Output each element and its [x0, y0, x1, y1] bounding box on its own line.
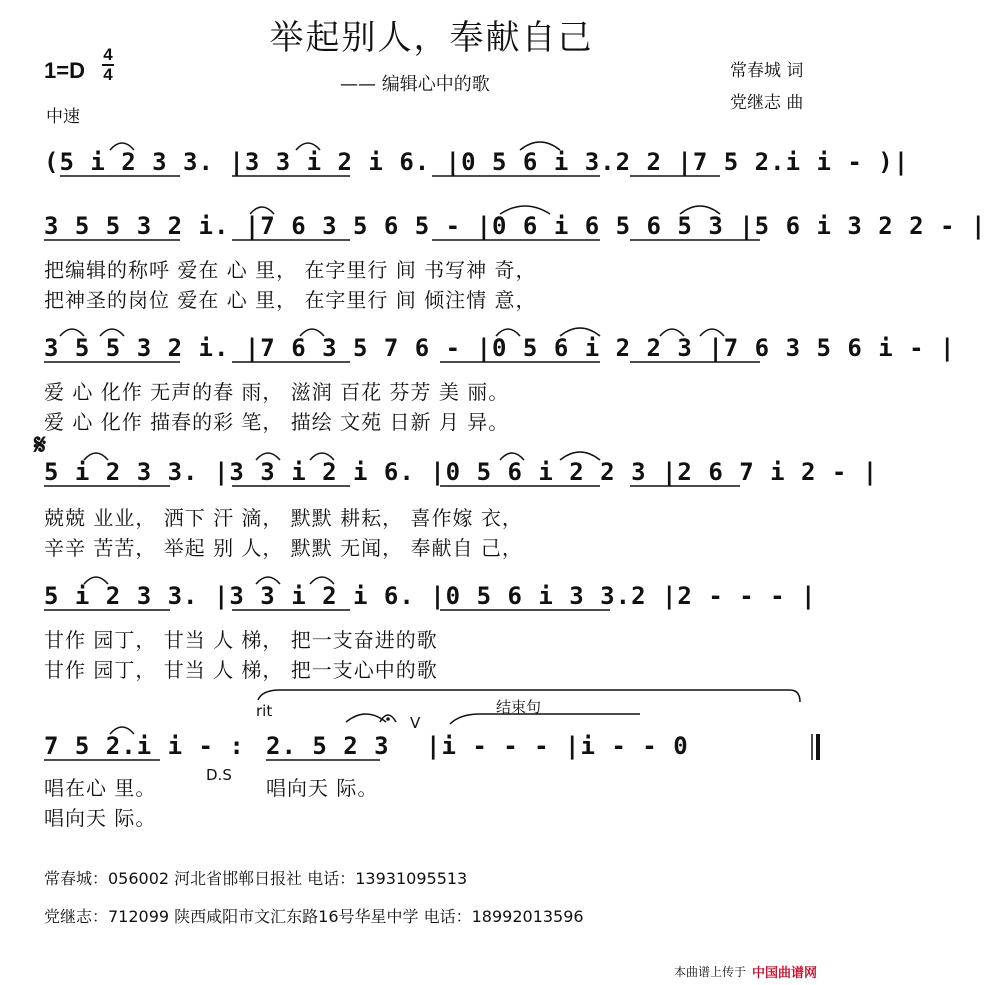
lyric-verse1-line-3: 爱 心 化作 无声的春 雨， 滋润 百花 芬芳 美 丽。	[44, 380, 510, 404]
notation-line-3: 3 5 5 3 2 i. |7 6 3 5 7 6 - |0 5 6 i 2 2 3 |7 6 3 5 6 i - |	[44, 334, 956, 362]
time-signature-bottom: 4	[103, 65, 113, 84]
lyric-verse2-line-2: 把神圣的岗位 爱在 心 里， 在字里行 间 倾注情 意，	[44, 288, 537, 312]
notation-line-6b: 2. 5 2 3	[266, 732, 390, 760]
song-title: 举起别人，奉献自己	[269, 18, 594, 58]
ending-label: 结束句	[496, 698, 542, 716]
key-signature: 1=D	[44, 58, 85, 83]
site-logo: 中国曲谱网	[752, 966, 818, 981]
rit-marking: rit	[256, 702, 273, 720]
lyric-verse1-line-4: 兢兢 业业， 洒下 汗 滴， 默默 耕耘， 喜作嫁 衣，	[44, 506, 523, 530]
segno-sign: 𝄋	[34, 428, 47, 461]
notation-line-6a: 7 5 2.i i - :	[44, 732, 245, 760]
composer-credit: 党继志 曲	[730, 93, 804, 113]
lyric-verse2-line-5: 甘作 园丁， 甘当 人 梯， 把一支心中的歌	[44, 658, 438, 682]
notation-line-6c: |i - - - |i - - 0	[426, 732, 689, 760]
lyric-verse1-line-6b: 唱向天 际。	[266, 776, 379, 800]
breath-mark: V	[410, 714, 421, 732]
lyric-verse1-line-6a: 唱在心 里。	[44, 776, 157, 800]
notation-line-4: 5 i 2 3 3. |3 3 i 2 i 6. |0 5 6 i 2 2 3 |2 6 7 i 2 - |	[44, 458, 879, 486]
tempo-marking: 中速	[46, 107, 80, 127]
lyric-verse2-line-4: 辛辛 苦苦， 举起 别 人， 默默 无闻， 奉献自 己，	[44, 536, 523, 560]
contact-composer: 党继志：712099 陕西咸阳市文汇东路16号华星中学 电话：18992013596	[44, 907, 584, 926]
upload-note: 本曲谱上传于	[674, 965, 747, 979]
subtitle: —— 编辑心中的歌	[340, 74, 490, 95]
notation-line-1: (5 i 2 3 3. |3 3 i 2 i 6. |0 5 6 i 3.2 2 |7 5 2.i i - )|	[44, 148, 910, 176]
ds-marking: D.S	[206, 766, 232, 784]
notation-line-5: 5 i 2 3 3. |3 3 i 2 i 6. |0 5 6 i 3 3.2 |2 - - - |	[44, 582, 817, 610]
lyric-verse1-line-2: 把编辑的称呼 爱在 心 里， 在字里行 间 书写神 奇，	[44, 258, 537, 282]
time-signature-top: 4	[103, 45, 113, 64]
lyricist-credit: 常春城 词	[730, 61, 804, 81]
contact-lyricist: 常春城：056002 河北省邯郸日报社 电话：13931095513	[44, 869, 468, 888]
lyric-verse2-line-6: 唱向天 际。	[44, 806, 157, 830]
lyric-verse1-line-5: 甘作 园丁， 甘当 人 梯， 把一支奋进的歌	[44, 628, 438, 652]
notation-line-2: 3 5 5 3 2 i. |7 6 3 5 6 5 - |0 6 i 6 5 6 5 3 |5 6 i 3 2 2 - |	[44, 212, 986, 240]
lyric-verse2-line-3: 爱 心 化作 描春的彩 笔， 描绘 文苑 日新 月 异。	[44, 410, 510, 434]
